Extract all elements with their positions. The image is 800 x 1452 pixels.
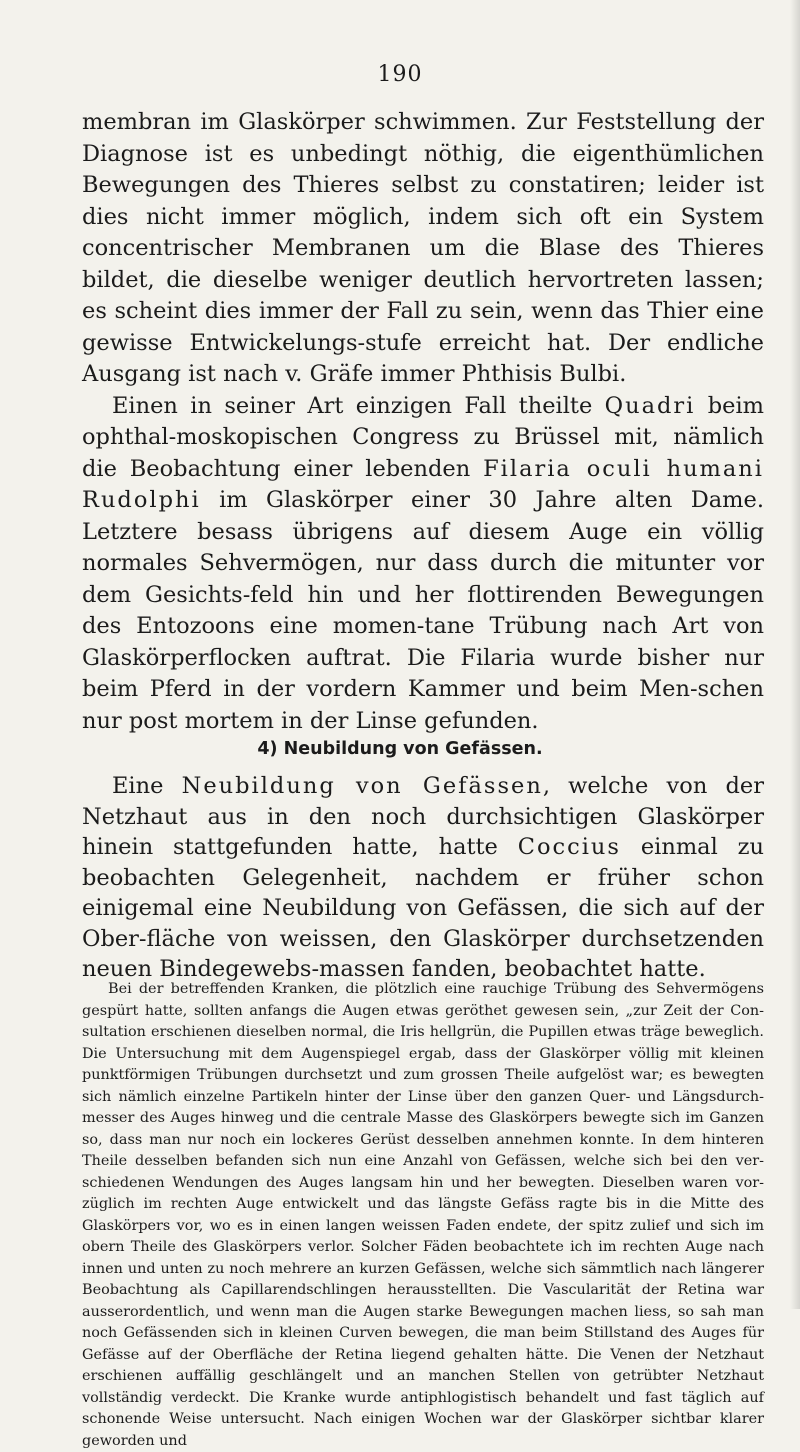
paragraph-filaria [82,391,764,738]
page-edge-shadow [790,0,800,1309]
case-report-text [82,979,764,1452]
page-number: 190 [377,62,423,87]
paragraph-case-report: Bei der betreffenden Kranken, die plötzlich eine rauchige Trübung des Sehvermögens gespürt hatte, sollten anfangs die Augen etwas geröthet gewesen sein, „zur Zeit der Con-sultation erschienen dieselben normal, die Iris hellgrün, die Pupillen etwas träge beweglich. Die Untersuchung mit dem Augenspiegel ergab, dass der Glaskörper völlig mit kleinen punktförmigen Trübungen durchsetzt und zum grossen Theile aufgelöst war; es bewegten sich nämlich einzelne Partikeln hinter der Linse über den ganzen Quer- und Längsdurch-messer des Auges hinweg und die centrale Masse des Glaskörpers bewegte sich im Ganzen so, dass man nur noch ein lockeres Gerüst desselben annehmen konnte. In dem hinteren Theile desselben befanden sich nun eine Anzahl von Gefässen, welche sich bei den ver-schiedenen Wendungen des Auges langsam hin und her bewegten. Dieselben waren vor-züglich im rechten Auge entwickelt und das längste Gefäss ragte bis in die Mitte des Glaskörpers vor, wo es in einen langen weissen Faden endete, der spitz zulief und sich im obern Theile des Glaskörpers verlor. Solcher Fäden beobachtete ich im rechten Auge nach innen und unten zu noch mehrere an kurzen Gefässen, welche sich sämmtlich nach längerer Beobachtung als Capillarendschlingen herausstellten. Die Vascularität der Retina war ausserordentlich, und wenn man die Augen starke Bewegungen machen liess, so sah man noch Gefässenden sich in kleinen Curven bewegen, die man beim Stillstand des Auges für Gefässe auf der Oberfläche der Retina liegend gehalten hätte. Die Venen der Netzhaut erschienen auffällig geschlängelt und an manchen Stellen von getrübter Netzhaut vollständig verdeckt. Die Kranke wurde antiphlogistisch behandelt und fast täglich auf schonende Weise untersucht. Nach einigen Wochen war der Glaskörper sichtbar klarer geworden und [82,981,764,1449]
species-name: Filaria oculi humani Rudolphi [82,455,764,513]
section-text [82,771,764,985]
text-run: Eine [112,773,182,799]
paragraph-continuation: membran im Glaskörper schwimmen. Zur Feststellung der Diagnose ist es unbedingt nöthig, die eigenthümlichen Bewegungen des Thieres selbst zu constatiren; leider ist dies nicht immer möglich, indem sich oft ein System concentrischer Membranen um die Blase des Thieres bildet, die dieselbe weniger deutlich hervortreten lassen; es scheint dies immer der Fall zu sein, wenn das Thier eine gewisse Entwickelungs-stufe erreicht hat. Der endliche Ausgang ist nach v. Gräfe immer Phthisis Bulbi. [82,109,764,387]
paragraph-neubildung [82,771,764,985]
term-neubildung: Neubildung von Gefässen [181,773,543,799]
main-text [82,107,764,737]
text-run: Einen in seiner Art einzigen Fall theilte [112,392,605,419]
text-run: , welche von der Netzhaut aus in den noch durchsichtigen Glaskörper hinein stattgefunden hatte, hatte [82,773,764,860]
author-name-coccius: Coccius [517,834,621,860]
text-run: einmal zu beobachten Gelegenheit, nachdem er früher schon einigemal eine Neubildung von Gefässen, die sich auf der Ober-fläche von weissen, den Glaskörper durchsetzenden neuen Bindegewebs-massen fanden, beobachtet hatte. [82,834,764,982]
section-heading: 4) Neubildung von Gefässen. [257,739,543,759]
text-run: beim ophthal-moskopischen Congress zu Brüssel mit, nämlich die Beobachtung einer lebenden [82,392,764,482]
text-run: im Glaskörper einer 30 Jahre alten Dame. Letztere besass übrigens auf diesem Auge ein völlig normales Sehvermögen, nur dass durch die mitunter vor dem Gesichts-feld hin und her flottirenden Bewegungen des Entozoons eine momen-tane Trübung nach Art von Glaskörperflocken auftrat. Die Filaria wurde bisher nur beim Pferd in der vordern Kammer und beim Men-schen nur post mortem in der Linse gefunden. [82,487,764,734]
author-name-quadri: Quadri [604,392,696,419]
